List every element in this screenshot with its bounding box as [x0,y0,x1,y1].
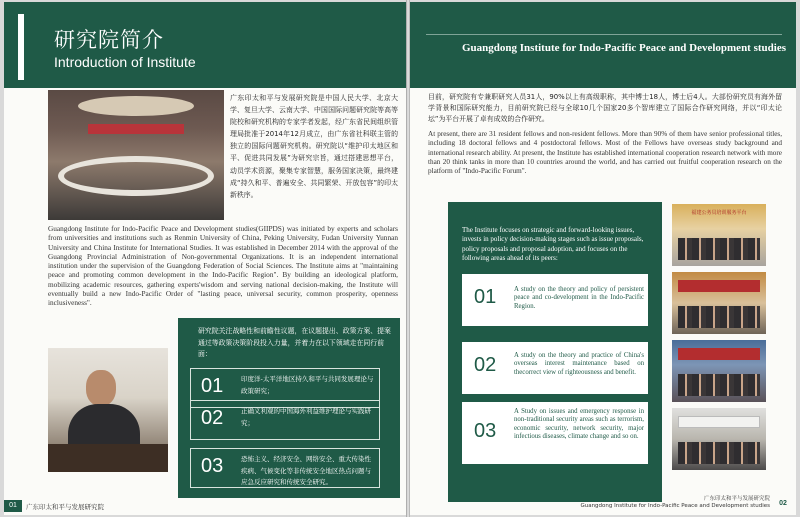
header-accent-stripe [18,14,24,80]
page-title-cn: 研究院简介 [54,28,164,52]
event-photo-banner [678,348,760,360]
event-photo-people [678,306,760,328]
event-photo-banner-text: 福建公务员培训服务平台 [691,210,747,216]
event-photo-people [678,238,760,260]
event-photo-screen [678,416,760,428]
focus-item-number: 01 [474,286,497,308]
event-photo-people [678,374,760,396]
header-rule [426,34,782,35]
intro-text-cn: 广东印太和平与发展研究院是中国人民大学、北京大学、复旦大学、云南大学、中国国际问题研究院等高等院校和研究机构的专家学者发起，经广东省民间组织管理局批准于2014年12月成立，由广东省社科联主管的独立的国际问题研究机构。研究院以“维护印太地区和平、促进共同发展”为研究宗旨，通过搭建思想平台，动员学术资源，聚集专家智慧，服务国家决策，最终建成“持久和平、普遍安全、共同繁荣、开放包容”的印太新秩序。 [230,94,398,199]
event-photo-2 [672,272,766,334]
event-photo-3 [672,340,766,402]
page-number-right: 02 [779,500,787,507]
event-photo-people [678,442,760,464]
focus-item-en [462,274,648,326]
footer-right-en: Guangdong Institute for Indo-Pacific Peace and Development studies [580,503,770,509]
speaker-photo-desk [48,444,168,472]
focus-item-cn [190,400,380,440]
focus-areas-box-en [448,202,662,502]
footer-right-cn: 广东印太和平与发展研究院 [703,496,770,502]
right-page [410,2,796,515]
event-photo-4 [672,408,766,470]
focus-item-en [462,402,648,464]
focus-item-en [462,342,648,394]
focus-areas-box-cn [178,318,400,498]
speaker-photo-head [86,370,116,406]
focus-item-number: 03 [201,455,224,477]
focus-areas-lead-en: The Institute focuses on strategic and forward-looking issues, invests in policy decision-making stages such as issue proposals, policy proposals and proposal adoption, and focuses on the following areas ahead of its peers: [462,226,644,262]
speaker-photo [48,348,168,472]
page-number-left: 01 [4,500,22,512]
focus-item-text: A study on the theory and policy of persistent peace and co-development in the Indo-Pacific Region. [514,286,644,310]
event-photo-1 [672,204,766,266]
footer-right [580,496,770,510]
focus-item-number: 03 [474,420,497,442]
focus-areas-lead-cn: 研究院关注战略性和前瞻性议题，在议题提出、政策方案、提案通过等政策决策阶段投入力量，并着力在以下领域走在同行前面： [198,327,391,358]
left-page [4,2,406,515]
staff-text-en: At present, there are 31 resident fellows and non-resident fellows. More than 90% of them have senior professional titles, including 18 doctoral fellows and 4 postdoctoral fellows. Most of the Fellows have overseas study background and international research ability. At present, the Institute has established international cooperation research network with more than 20 think tanks in more than 10 countries around the world, and has carried out fruitful cooperation research on the platform of "Indo-Pacific Forum". [428,130,782,176]
header-institute-name: Guangdong Institute for Indo-Pacific Peace and Development studies [462,42,786,54]
right-header-band [410,2,796,88]
focus-item-text: 恐怖主义、经济安全、网络安全、重大传染性疾病、气候变化等非传统安全地区热点问题与应急反应研究和传统安全研究。 [241,455,371,486]
focus-item-number: 01 [201,375,224,397]
page-title-en: Introduction of Institute [54,54,196,70]
event-photo-banner [678,280,760,292]
conference-photo [48,90,224,220]
footer-left: 广东印太和平与发展研究院 [26,503,104,511]
left-header-band [4,2,406,88]
staff-text-cn: 目前，研究院有专兼职研究人员31人，90%以上有高级职称，其中博士18人，博士后4人。大部份研究员有海外留学背景和国际研究能力，目前研究院已经与全球10几个国家20多个智库建立了国际合作研究网络，并以“印太论坛”为平台开展了卓有成效的合作研究。 [428,93,782,124]
conference-photo-ceiling [78,96,194,116]
focus-item-text: A study on the theory and practice of China's overseas interest maintenance based on thecorrect view of righteousness and benefit. [514,352,644,376]
intro-text-en: Guangdong Institute for Indo-Pacific Peace and Development studies(GIIPDS) was initiated by experts and scholars from universities and institutions such as Renmin University of China, Peking University, Fudan University Yunnan University and China Institute for International Studies. It was established in December 2014 with the approval of the Guangdong Provincial Administration of Non-governmental Organizations. It is an independent international institution under the supervision of the Guangdong Federation of Social Sciences. The Institute aims at "maintaining peace and promoting common development in the Indo-Pacific Region". By building an ideological platform, mobilizing academic resources, gathering experts'wisdom and serving national decision-making, the Institute will eventually build a new Indo-Pacific Order of "lasting peace, universal security, common prosperity, openness inclusiveness". [48,224,398,308]
focus-item-text: 正确义利观的中国海外利益维护理论与实践研究； [241,407,371,427]
focus-item-text: A Study on issues and emergency response in non-traditional security areas such as terrorism, economic security, network security, major infectious diseases, climate change and so on. [514,408,644,441]
focus-item-cn [190,448,380,488]
focus-item-number: 02 [201,407,224,429]
focus-item-text: 印度洋-太平洋地区持久和平与共同发展理论与政策研究； [241,375,374,395]
conference-photo-table [58,156,214,196]
conference-photo-banner [88,124,184,134]
focus-item-number: 02 [474,354,497,376]
